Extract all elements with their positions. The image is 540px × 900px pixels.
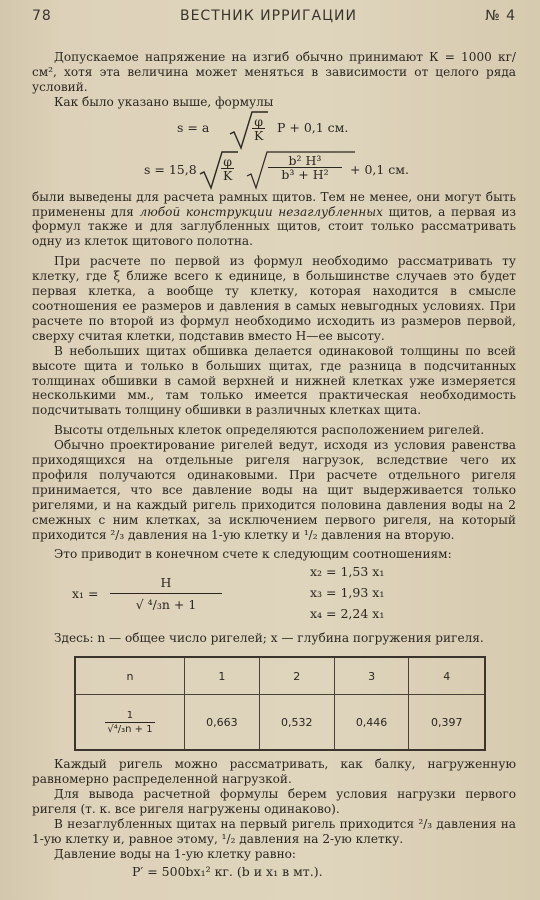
paragraph: При расчете по первой из формул необходимо рассматривать ту клетку, где ξ ближе всего к единице, в большинстве случаев это будет первая клетка, а вообще ту клетку, которая находится в смысле соотношения ее размеров и давления в самых невыгодных условиях. При расчете по второй из формул необходимо исходить из размеров первой, сверху считая клетки, подставив вместо Н—ее высоту. <box>32 254 516 343</box>
paragraph <box>32 190 516 250</box>
paragraph: Это приводит в конечном счете к следующим соотношениям: <box>54 547 452 562</box>
table-cell: 0,397 <box>409 695 485 751</box>
fraction <box>252 115 265 142</box>
numerator: φ <box>252 115 265 129</box>
table-cell: 0,532 <box>259 695 334 751</box>
denominator: √⁴/₃n + 1 <box>107 723 153 735</box>
formula-text: s = 15,8 <box>144 161 197 177</box>
numerator: b² H³ <box>268 154 342 168</box>
table-header-cell: n <box>75 657 185 695</box>
numerator: φ <box>221 155 234 169</box>
paragraph: Давление воды на 1-ую клетку равно: <box>54 846 296 861</box>
issue-number: № 4 <box>485 8 516 24</box>
denominator: K <box>223 167 233 183</box>
fraction <box>221 155 234 182</box>
fraction <box>105 709 154 736</box>
table-cell: 0,446 <box>334 695 409 751</box>
formula-text: x₂ = 1,53 x₁ <box>310 564 385 580</box>
formula-text: x₄ = 2,24 x₁ <box>310 606 385 622</box>
fraction <box>110 576 222 611</box>
journal-title: ВЕСТНИК ИРРИГАЦИИ <box>179 8 357 24</box>
page-header <box>32 8 516 30</box>
fraction <box>268 154 342 181</box>
formula-text: x₁ = <box>72 586 99 602</box>
page-number: 78 <box>32 8 52 24</box>
formula-1 <box>32 110 516 150</box>
text-run: щитов, а первая из формул также и для заглубленных щитов, стоит только рассматривать одну из клеток щитового полотна. <box>32 204 516 249</box>
paragraph: В незаглубленных щитах на первый ригель приходится ²/₃ давления на 1-ую клетку и, равное этому, ¹/₂ давления на 2-ую клетку. <box>32 816 516 846</box>
emphasis-text: любой конструкции незаглубленных <box>139 204 383 219</box>
table-row-label <box>75 695 185 751</box>
denominator: K <box>254 127 264 143</box>
denominator: √ ⁴/₃n + 1 <box>135 597 197 613</box>
table-row <box>75 657 485 695</box>
paragraph: Высоты отдельных клеток определяются расположением ригелей. <box>54 423 485 438</box>
denominator: b³ + H² <box>281 166 329 182</box>
table-header-cell: 4 <box>409 657 485 695</box>
paragraph: Каждый ригель можно рассматривать, как балку, нагруженную равномерно распределенной нагрузкой. <box>32 757 516 787</box>
formula-text: s = a <box>177 119 210 135</box>
formula-text: P + 0,1 см. <box>277 119 349 135</box>
paragraph: В небольших щитах обшивка делается одинаковой толщины по всей высоте щита и только в больших щитах, где разница в подсчитанных толщинах обшивки в самой верхней и нижней клетках уже измеряется несколькими мм., там только имеется практическая необходимость подсчитывать толщину обшивки в различных клетках щита. <box>32 343 516 418</box>
paragraph: Здесь: n — общее число ригелей; x — глубина погружения ригеля. <box>54 631 484 646</box>
coefficient-table <box>74 656 486 751</box>
paragraph: Как было указано выше, формулы <box>54 94 274 109</box>
paragraph: Обычно проектирование ригелей ведут, исходя из условия равенства приходящихся на отдельные ригеля нагрузок, вследствие чего их профиля получаются одинаковыми. При расчете отдельного ригеля принимается, что все давление воды на щит выдерживается только ригелями, и на каждый ригель приходится половина давления воды на 2 смежных с ним клетках, за исключением первого ригеля, на который приходится ²/₃ давления на 1-ую клетку и ¹/₂ давления на вторую. <box>32 438 516 542</box>
table-cell: 0,663 <box>185 695 260 751</box>
formula-text: + 0,1 см. <box>350 161 409 177</box>
table-header-cell: 1 <box>185 657 260 695</box>
table-header-cell: 2 <box>259 657 334 695</box>
paragraph: Допускаемое напряжение на изгиб обычно принимают К = 1000 кг/см², хотя эта величина может меняться в зависимости от целого ряда условий. <box>32 50 516 94</box>
paragraph: Для вывода расчетной формулы берем условия нагрузки первого ригеля (т. к. все ригеля нагружены одинаково). <box>32 787 516 816</box>
numerator: H <box>110 576 222 594</box>
riegel-formulas <box>32 562 516 626</box>
pressure-formula: P′ = 500bx₁² кг. (b и x₁ в мт.). <box>132 863 323 879</box>
text-run: были выведены для расчета рамных щитов. Тем не менее, они могут быть применены для <box>32 189 516 219</box>
numerator: 1 <box>105 709 154 723</box>
formula-text: x₃ = 1,93 x₁ <box>310 585 385 601</box>
table-header-cell: 3 <box>334 657 409 695</box>
table-row <box>75 695 485 751</box>
formula-2 <box>32 150 516 190</box>
